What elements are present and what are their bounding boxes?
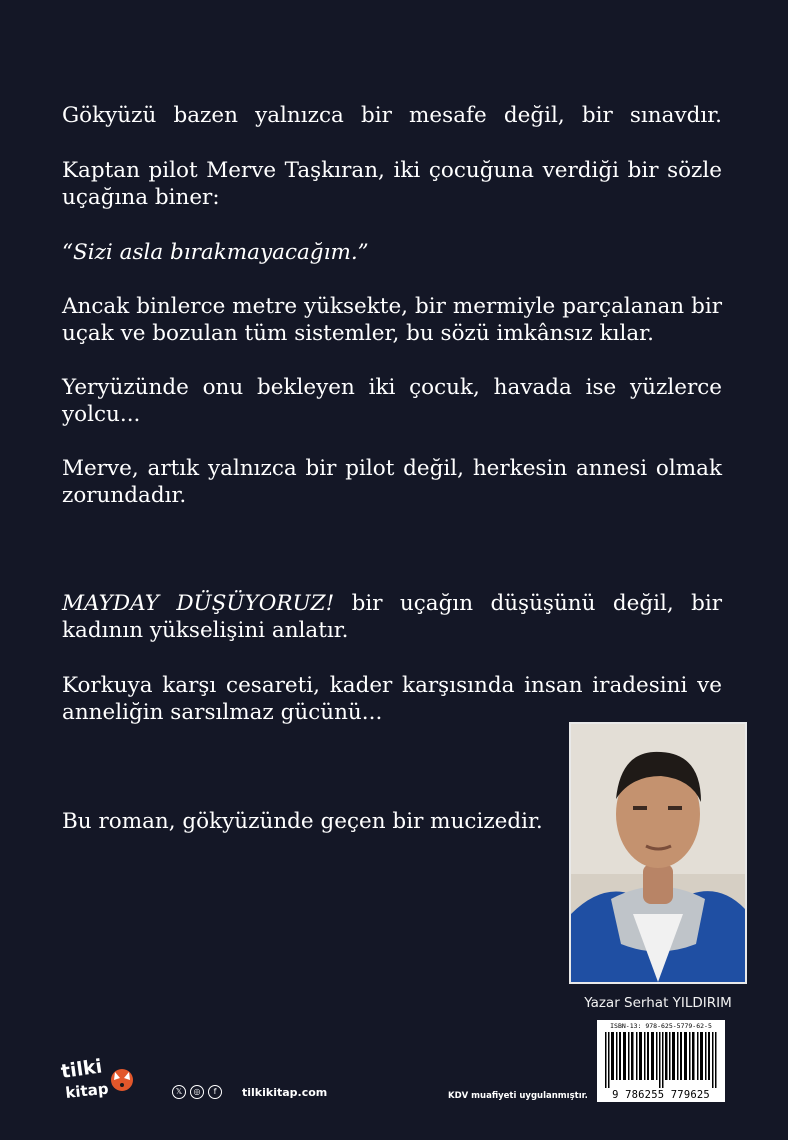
blurb-paragraph-6: Merve, artık yalnızca bir pilot değil, herkesin annesi olmak zorundadır.: [62, 456, 722, 508]
social-icons: [172, 1085, 222, 1099]
isbn-barcode: [597, 1020, 725, 1102]
blurb-paragraph-8: Korkuya karşı cesareti, kader karşısında insan iradesini ve anneliğin sarsılmaz gücünü...: [62, 673, 722, 725]
blurb-paragraph-7-text: bir uçağın düşüşünü değil, bir kadının yükselişini anlatır.: [62, 591, 722, 643]
kdv-note: KDV muafiyeti uygulanmıştır.: [448, 1091, 588, 1101]
blurb-paragraph-1: Gökyüzü bazen yalnızca bir mesafe değil, bir sınavdır.: [62, 103, 722, 128]
publisher-logo: [60, 1058, 135, 1106]
facebook-icon[interactable]: f: [208, 1085, 222, 1099]
barcode-bars: [605, 1032, 717, 1088]
instagram-icon[interactable]: ◎: [190, 1085, 204, 1099]
author-portrait-illustration: [571, 724, 745, 982]
author-caption: Yazar Serhat YILDIRIM: [584, 995, 732, 1011]
isbn-label: ISBN-13: 978-625-5779-62-5: [610, 1022, 712, 1030]
tilki-kitap-logo-icon: [60, 1058, 135, 1106]
author-photo: [569, 722, 747, 984]
isbn-digits: 9 786255 779625: [612, 1089, 710, 1101]
quote-text: “Sizi asla bırakmayacağım.”: [62, 240, 369, 265]
blurb-quote: [62, 239, 722, 266]
blurb-paragraph-5: Yeryüzünde onu bekleyen iki çocuk, havada ise yüzlerce yolcu...: [62, 375, 722, 427]
svg-text:tilki: tilki: [60, 1058, 104, 1083]
svg-text:kitap: kitap: [64, 1079, 110, 1102]
blurb-paragraph-7: [62, 590, 722, 644]
blurb-paragraph-9: Bu roman, gökyüzünde geçen bir mucizedir.: [62, 809, 543, 834]
publisher-website[interactable]: tilkikitap.com: [242, 1086, 328, 1099]
blurb-paragraph-2: Kaptan pilot Merve Taşkıran, iki çocuğuna verdiği bir sözle uçağına biner:: [62, 158, 722, 210]
book-title: MAYDAY DÜŞÜYORUZ!: [62, 591, 335, 616]
x-icon[interactable]: 𝕏: [172, 1085, 186, 1099]
blurb-paragraph-4: Ancak binlerce metre yüksekte, bir mermiyle parçalanan bir uçak ve bozulan tüm sistemler, bu sözü imkânsız kılar.: [62, 294, 722, 346]
